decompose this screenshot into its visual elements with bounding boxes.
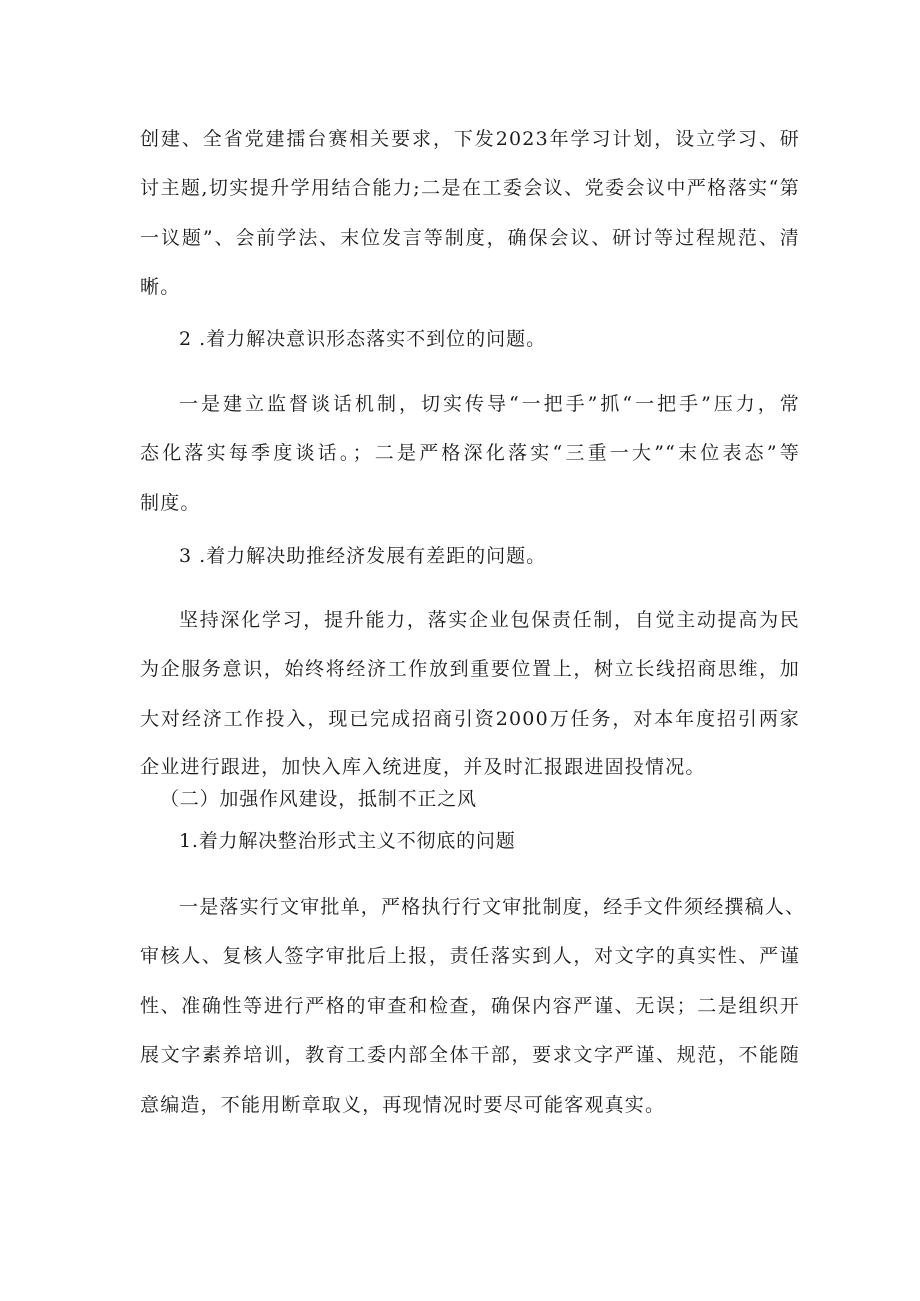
paragraph-line: 态化落实每季度谈话。；二是严格深化落实“三重一大”“末位表态”等 xyxy=(140,442,800,464)
section-heading: （二）加强作风建设，抵制不正之风 xyxy=(160,788,477,810)
paragraph-line: 一是落实行文审批单，严格执行行文审批制度，经手文件须经撰稿人、 xyxy=(179,896,806,918)
paragraph-line: 企业进行跟进，加快入库入统进度，并及时汇报跟进固投情况。 xyxy=(140,756,706,778)
paragraph-line: 大对经济工作投入，现已完成招商引资2000万任务，对本年度招引两家 xyxy=(140,708,800,730)
paragraph-line: 晰。 xyxy=(140,276,181,298)
paragraph-line: 创建、全省党建擂台赛相关要求，下发2023年学习计划，设立学习、研 xyxy=(140,128,800,150)
paragraph-line: 性、准确性等进行严格的审查和检查，确保内容严谨、无误；二是组织开 xyxy=(140,995,800,1017)
paragraph-line: 坚持深化学习，提升能力，落实企业包保责任制，自觉主动提高为民 xyxy=(179,609,800,631)
paragraph-line: 展文字素养培训，教育工委内部全体干部，要求文字严谨、规范，不能随 xyxy=(140,1044,800,1066)
section-heading: 1.着力解决整治形式主义不彻底的问题 xyxy=(179,830,516,852)
paragraph-line: 讨主题,切实提升学用结合能力;二是在工委会议、党委会议中严格落实“第 xyxy=(140,177,800,199)
paragraph-line: 审核人、复核人签字审批后上报，责任落实到人，对文字的真实性、严谨 xyxy=(140,945,800,967)
paragraph-line: 一议题”、会前学法、末位发言等制度，确保会议、研讨等过程规范、清 xyxy=(140,227,800,249)
paragraph-line: 意编造，不能用断章取义，再现情况时要尽可能客观真实。 xyxy=(140,1094,666,1116)
paragraph-line: 一是建立监督谈话机制，切实传导“一把手”抓“一把手”压力，常 xyxy=(179,393,800,415)
paragraph-line: 制度。 xyxy=(140,492,201,514)
section-heading: 2 .着力解决意识形态落实不到位的问题。 xyxy=(179,328,547,350)
section-heading: 3 .着力解决助推经济发展有差距的问题。 xyxy=(179,545,547,567)
paragraph-line: 为企服务意识，始终将经济工作放到重要位置上，树立长线招商思维，加 xyxy=(140,658,800,680)
